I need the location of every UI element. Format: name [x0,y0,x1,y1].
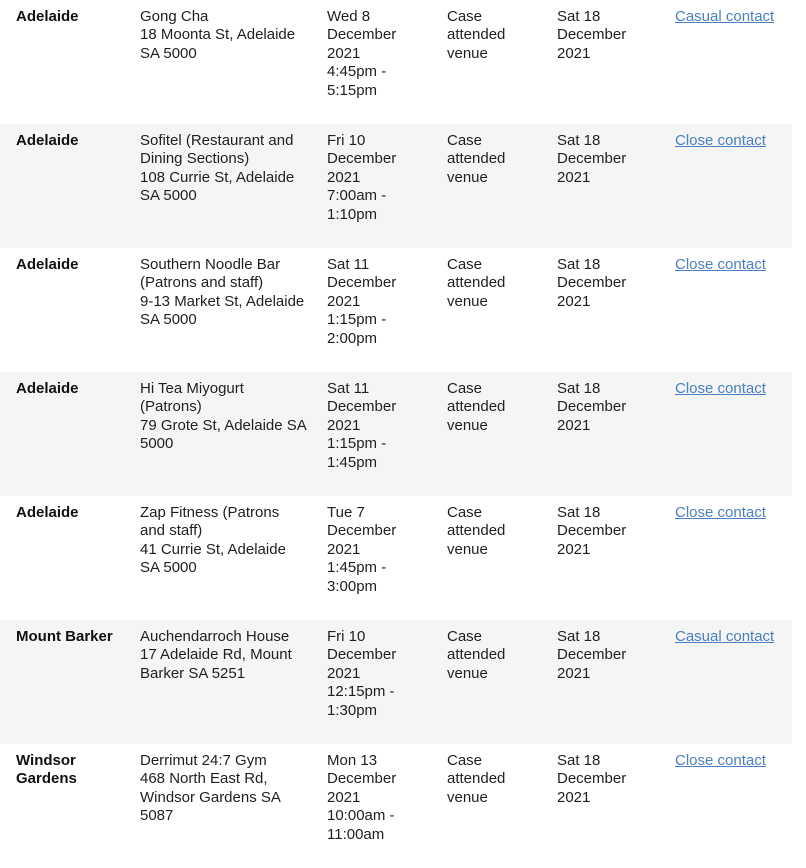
exposure-time: 1:45pm - 3:00pm [327,559,387,595]
exposure-type-cell: Case attended venue [447,256,506,310]
exposure-date: Fri 10 December 2021 [327,132,397,186]
suburb-cell: Adelaide [16,380,79,397]
exposure-date: Tue 7 December 2021 [327,504,397,558]
published-date-cell: Sat 18 December 2021 [557,380,627,434]
table-row [0,124,792,248]
site-name: Auchendarroch House [140,628,290,645]
suburb-cell: Adelaide [16,504,79,521]
contact-cell [675,752,792,868]
exposure-time: 1:15pm - 2:00pm [327,311,387,347]
exposure-date: Fri 10 December 2021 [327,628,397,682]
site-address: 468 North East Rd, Windsor Gardens SA 5087 [140,770,281,825]
table-row [0,496,792,620]
exposure-time: 12:15pm - 1:30pm [327,683,395,719]
published-date-cell: Sat 18 December 2021 [557,132,627,186]
exposure-date: Sat 11 December 2021 [327,256,397,310]
site-address: 108 Currie St, Adelaide SA 5000 [140,168,295,205]
published-date-cell: Sat 18 December 2021 [557,504,627,558]
contact-type-link[interactable]: Close contact [675,504,766,521]
published-date-cell: Sat 18 December 2021 [557,256,627,310]
site-name: Gong Cha [140,8,209,25]
suburb-cell: Adelaide [16,8,79,25]
date-time-cell [327,8,447,124]
suburb-cell: Mount Barker [16,628,113,645]
site-name: Sofitel (Restaurant and Dining Sections) [140,132,294,168]
exposure-type-cell: Case attended venue [447,132,506,186]
exposure-type-cell: Case attended venue [447,8,506,62]
site-cell [140,752,327,868]
contact-cell [675,628,792,744]
published-date-cell: Sat 18 December 2021 [557,8,627,62]
date-time-cell [327,628,447,744]
suburb-cell: Adelaide [16,256,79,273]
suburb-cell: Adelaide [16,132,79,149]
exposure-time: 1:15pm - 1:45pm [327,435,387,471]
site-cell [140,132,327,248]
exposure-date: Mon 13 December 2021 [327,752,397,806]
date-time-cell [327,256,447,372]
date-time-cell [327,380,447,496]
exposure-time: 4:45pm - 5:15pm [327,63,387,99]
site-address: 17 Adelaide Rd, Mount Barker SA 5251 [140,646,292,682]
site-cell [140,504,327,620]
contact-cell [675,380,792,496]
site-name: Hi Tea Miyogurt (Patrons) [140,380,244,416]
site-name: Zap Fitness (Patrons and staff) [140,504,280,540]
exposure-type-cell: Case attended venue [447,380,506,434]
contact-type-link[interactable]: Close contact [675,256,766,273]
site-cell [140,256,327,372]
table-row [0,620,792,744]
exposure-time: 7:00am - 1:10pm [327,187,387,223]
site-address: 18 Moonta St, Adelaide SA 5000 [140,26,296,62]
table-row [0,248,792,372]
suburb-cell: Windsor Gardens [16,752,77,788]
contact-cell [675,256,792,372]
contact-type-link[interactable]: Close contact [675,132,766,149]
contact-type-link[interactable]: Casual contact [675,8,775,25]
exposure-time: 10:00am - 11:00am [327,807,395,843]
site-address: 79 Grote St, Adelaide SA 5000 [140,416,306,453]
exposure-date: Wed 8 December 2021 [327,8,397,62]
contact-cell [675,8,792,124]
date-time-cell [327,752,447,868]
exposure-type-cell: Case attended venue [447,752,506,806]
site-cell [140,8,327,124]
site-address: 41 Currie St, Adelaide SA 5000 [140,540,286,577]
published-date-cell: Sat 18 December 2021 [557,752,627,806]
date-time-cell [327,504,447,620]
contact-type-link[interactable]: Close contact [675,752,766,769]
contact-cell [675,504,792,620]
exposure-date: Sat 11 December 2021 [327,380,397,434]
table-row [0,0,792,124]
site-cell [140,628,327,744]
site-name: Derrimut 24:7 Gym [140,752,267,769]
contact-type-link[interactable]: Casual contact [675,628,775,645]
site-name: Southern Noodle Bar (Patrons and staff) [140,256,281,292]
exposure-type-cell: Case attended venue [447,504,506,558]
table-row [0,372,792,496]
contact-cell [675,132,792,248]
table-row [0,744,792,868]
contact-type-link[interactable]: Close contact [675,380,766,397]
site-cell [140,380,327,496]
date-time-cell [327,132,447,248]
exposure-type-cell: Case attended venue [447,628,506,682]
published-date-cell: Sat 18 December 2021 [557,628,627,682]
site-address: 9-13 Market St, Adelaide SA 5000 [140,292,305,329]
